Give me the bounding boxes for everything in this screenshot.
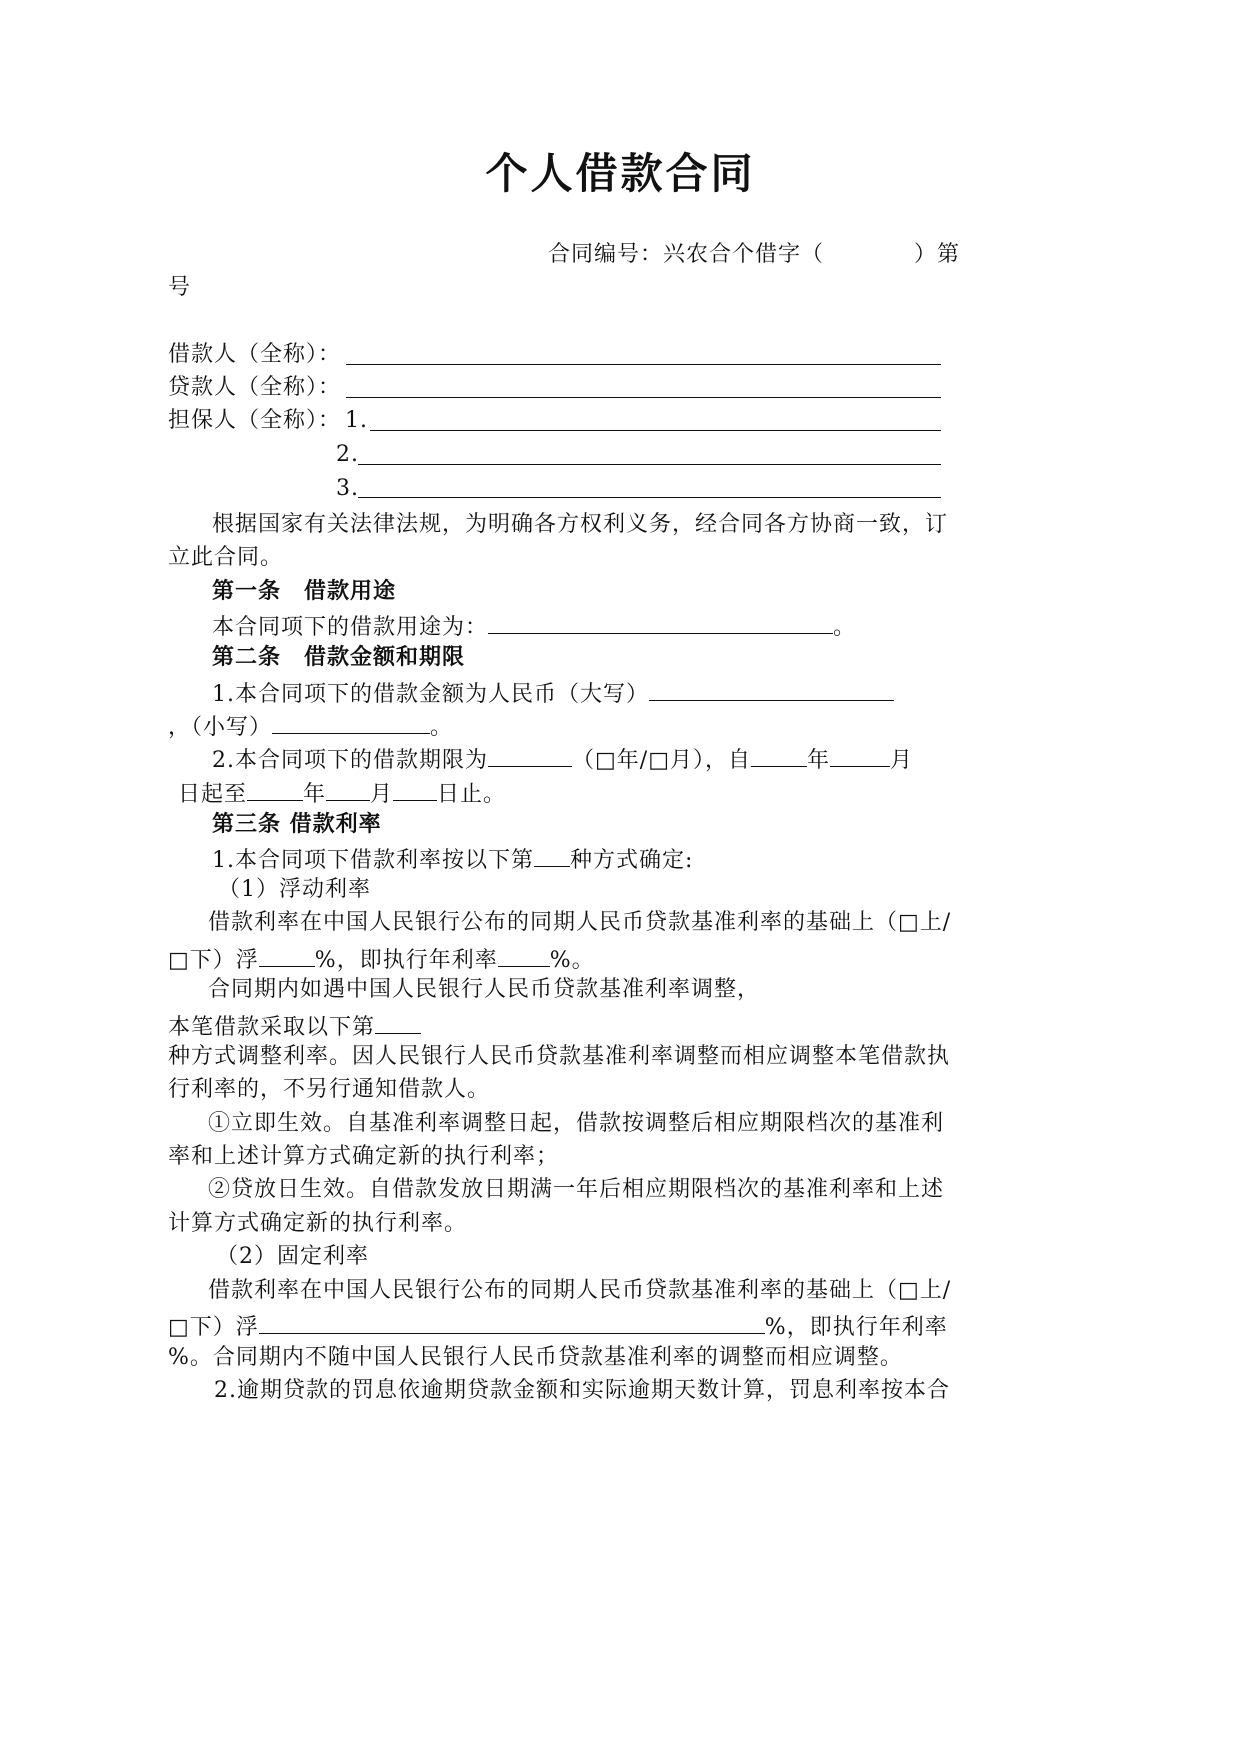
preamble-line-1: 根据国家有关法律法规，为明确各方权利义务，经合同各方协商一致，订 — [212, 512, 949, 537]
fixed-rate-line-2 — [168, 1309, 948, 1343]
end-month-label: 月 — [370, 782, 394, 807]
start-year-label: 年 — [807, 748, 831, 773]
amount-line — [212, 676, 894, 710]
rate-method-field[interactable] — [534, 842, 570, 867]
purpose-label: 本合同项下的借款用途为： — [212, 615, 489, 640]
float-annual-field[interactable] — [498, 942, 550, 967]
fixed-annual-label: %，即执行年利率 — [764, 1315, 948, 1340]
guarantor-2-field[interactable] — [358, 464, 941, 465]
end-day-field[interactable] — [393, 776, 437, 801]
fixed-rate-title: （2）固定利率 — [216, 1244, 369, 1269]
rate-method-end: 种方式确定: — [570, 848, 694, 873]
amount-end: 。 — [430, 715, 454, 740]
option-1-line-1: ①立即生效。自基准利率调整日起，借款按调整后相应期限档次的基准利 — [208, 1111, 945, 1136]
end-year-label: 年 — [303, 782, 327, 807]
borrower-field[interactable] — [346, 364, 941, 365]
term-line-2 — [178, 776, 506, 810]
fixed-rate-line-1: 借款利率在中国人民银行公布的同期人民币贷款基准利率的基础上（□上/ — [208, 1278, 952, 1303]
term-length-field[interactable] — [488, 742, 572, 767]
rate-method-line — [212, 842, 693, 876]
fixed-direction-label: □下）浮 — [168, 1315, 259, 1340]
start-year-field[interactable] — [751, 742, 807, 767]
rate-method-label: 1.本合同项下借款利率按以下第 — [212, 848, 534, 873]
start-month-field[interactable] — [830, 742, 890, 767]
guarantor-1-field[interactable] — [370, 430, 941, 431]
purpose-end: 。 — [833, 615, 857, 640]
adjust-line-4: 行利率的，不另行通知借款人。 — [168, 1077, 491, 1102]
term-start-label: 日起至 — [178, 782, 248, 807]
guarantor-label: 担保人（全称）： — [168, 408, 342, 433]
floating-rate-line-2 — [168, 942, 595, 976]
option-2-line-1: ②贷放日生效。自借款发放日期满一年后相应期限档次的基准利率和上述 — [208, 1177, 945, 1202]
float-annual-end: %。 — [549, 948, 595, 973]
start-month-label: 月 — [890, 748, 914, 773]
lender-label: 贷款人（全称）： — [168, 375, 342, 400]
contract-number-prefix: 合同编号：兴农合个借字（ — [548, 242, 825, 267]
float-percent-field[interactable] — [259, 942, 315, 967]
amount-lowercase-field[interactable] — [272, 709, 430, 734]
preamble-line-2: 立此合同。 — [168, 545, 284, 570]
amount-label: 1.本合同项下的借款金额为人民币（大写） — [212, 682, 649, 707]
page-title: 个人借款合同 — [485, 149, 756, 198]
adjust-line-3: 种方式调整利率。因人民银行人民币贷款基准利率调整而相应调整本笔借款执 — [168, 1044, 951, 1069]
amount-uppercase-field[interactable] — [649, 676, 894, 701]
term-unit: （□年/□月），自 — [572, 748, 751, 773]
contract-number-line — [548, 240, 960, 270]
end-month-field[interactable] — [326, 776, 370, 801]
adjust-line-1: 合同期内如遇中国人民银行人民币贷款基准利率调整， — [208, 977, 761, 1002]
adjust-method-label: 本笔借款采取以下第 — [168, 1015, 376, 1040]
option-2-line-2: 计算方式确定新的执行利率。 — [168, 1211, 468, 1236]
floating-rate-title: （1）浮动利率 — [218, 877, 371, 902]
float-annual-label: %，即执行年利率 — [314, 948, 498, 973]
amount-lowercase-label: ，（小写） — [168, 715, 273, 740]
term-line — [212, 742, 913, 776]
lender-field[interactable] — [346, 397, 941, 398]
penalty-line-1: 2.逾期贷款的罚息依逾期贷款金额和实际逾期天数计算，罚息利率按本合 — [214, 1378, 950, 1403]
end-year-field[interactable] — [247, 776, 303, 801]
purpose-field[interactable] — [488, 609, 833, 634]
article-2-heading: 第二条 借款金额和期限 — [212, 644, 466, 670]
fixed-rate-line-3: %。合同期内不随中国人民银行人民币贷款基准利率的调整而相应调整。 — [168, 1345, 903, 1370]
borrower-label: 借款人（全称）： — [168, 342, 342, 367]
guarantor-3-field[interactable] — [358, 497, 941, 498]
guarantor-1-number: 1. — [345, 408, 368, 433]
term-label: 2.本合同项下的借款期限为 — [212, 748, 488, 773]
term-end-label: 日止。 — [437, 782, 507, 807]
amount-line-2 — [168, 709, 453, 743]
article-1-heading: 第一条 借款用途 — [212, 578, 397, 604]
adjust-method-field[interactable] — [375, 1009, 421, 1034]
guarantor-2-number: 2. — [336, 442, 359, 467]
float-direction-label: □下）浮 — [168, 948, 259, 973]
contract-number-wrap: 号 — [168, 275, 192, 300]
article-3-heading: 第三条 借款利率 — [212, 811, 382, 837]
floating-rate-line-1: 借款利率在中国人民银行公布的同期人民币贷款基准利率的基础上（□上/ — [208, 910, 952, 935]
adjust-line-2 — [168, 1009, 421, 1043]
purpose-line — [212, 609, 856, 643]
option-1-line-2: 率和上述计算方式确定新的执行利率； — [168, 1144, 560, 1169]
contract-number-suffix: ）第 — [914, 242, 961, 267]
guarantor-3-number: 3. — [336, 476, 359, 501]
fixed-percent-field[interactable] — [259, 1309, 765, 1334]
